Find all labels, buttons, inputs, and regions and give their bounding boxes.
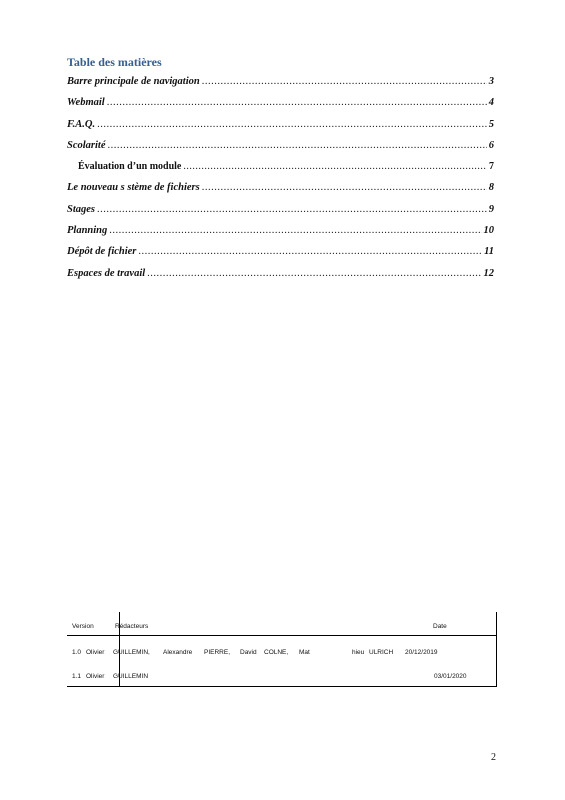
toc-leader-dots	[97, 119, 487, 130]
toc-entry-label: Évaluation d’un module	[78, 161, 182, 173]
table-cell-author: Olivier	[86, 649, 105, 656]
version-history-table	[67, 612, 497, 687]
toc-entry-espaces[interactable]	[67, 268, 494, 289]
toc-entry-page: 9	[488, 203, 494, 215]
toc-entry-page: 10	[483, 225, 494, 237]
toc-entry-page: 5	[488, 118, 494, 130]
table-cell-author: Alexandre	[163, 649, 193, 656]
table-header-date: Date	[433, 623, 447, 630]
table-divider	[67, 635, 497, 636]
toc-entry-page: 3	[488, 76, 494, 87]
table-cell-author: David	[240, 649, 257, 656]
toc-entry-label: Planning	[67, 225, 108, 237]
toc-entry-label: Espaces de travail	[67, 267, 146, 279]
toc-leader-dots	[108, 140, 487, 151]
table-cell-date: 03/01/2020	[434, 673, 467, 680]
toc-entry-page: 11	[484, 246, 494, 258]
toc-entry-evaluation[interactable]	[67, 161, 494, 182]
toc-entry-label: F.A.Q.	[67, 118, 96, 130]
table-divider	[496, 612, 497, 687]
toc-entry-stages[interactable]	[67, 204, 494, 225]
toc-entry-page: 4	[488, 97, 494, 109]
toc-entry-label: Stages	[67, 203, 96, 215]
table-cell-author: COLNE,	[264, 649, 289, 656]
toc-entry-page: 8	[488, 182, 494, 194]
toc-entry-navigation[interactable]	[67, 76, 494, 97]
table-header-version: Version	[72, 623, 94, 630]
toc-entry-label: Le nouveau s stème de fichiers	[67, 182, 200, 194]
toc-entry-label: Dépôt de fichier	[67, 246, 137, 258]
toc-entry-depot[interactable]	[67, 246, 494, 267]
toc-entry-page: 12	[483, 267, 494, 279]
table-divider	[67, 686, 497, 687]
toc-leader-dots	[107, 97, 487, 108]
table-cell-author: ULRICH	[369, 649, 394, 656]
table-cell-author: GUILLEMIN,	[113, 649, 150, 656]
toc-leader-dots	[147, 268, 481, 279]
toc-leader-dots	[202, 182, 487, 193]
toc-entry-label: Scolarité	[67, 139, 106, 151]
table-cell-author: PIERRE,	[204, 649, 231, 656]
toc-entry-page: 7	[489, 161, 494, 173]
toc-entry-fichiers[interactable]	[67, 182, 494, 203]
toc-entry-label: Webmail	[67, 97, 105, 109]
toc-title: Table des matières	[67, 55, 162, 69]
toc-leader-dots	[202, 76, 487, 87]
table-cell-version: 1.1	[72, 673, 82, 680]
table-cell-author: Mat	[299, 649, 310, 656]
page-number: 2	[491, 752, 496, 763]
toc-leader-dots	[138, 246, 482, 257]
table-cell-version: 1.0	[72, 649, 82, 656]
toc-leader-dots	[109, 225, 481, 236]
toc-entry-scolarite[interactable]	[67, 140, 494, 161]
table-cell-author: Olivier	[86, 673, 105, 680]
table-cell-date: 20/12/2019	[405, 649, 438, 656]
toc-list	[67, 76, 494, 289]
toc-entry-label: Barre principale de navigation	[67, 76, 200, 87]
table-cell-author: hieu	[352, 649, 365, 656]
table-header-redacteurs: Rédacteurs	[115, 623, 149, 630]
toc-entry-planning[interactable]	[67, 225, 494, 246]
toc-leader-dots	[97, 204, 487, 215]
table-cell-author: GUILLEMIN	[113, 673, 149, 680]
toc-entry-page: 6	[488, 139, 494, 151]
toc-leader-dots	[183, 161, 487, 172]
toc-entry-faq[interactable]	[67, 119, 494, 140]
toc-entry-webmail[interactable]	[67, 97, 494, 118]
